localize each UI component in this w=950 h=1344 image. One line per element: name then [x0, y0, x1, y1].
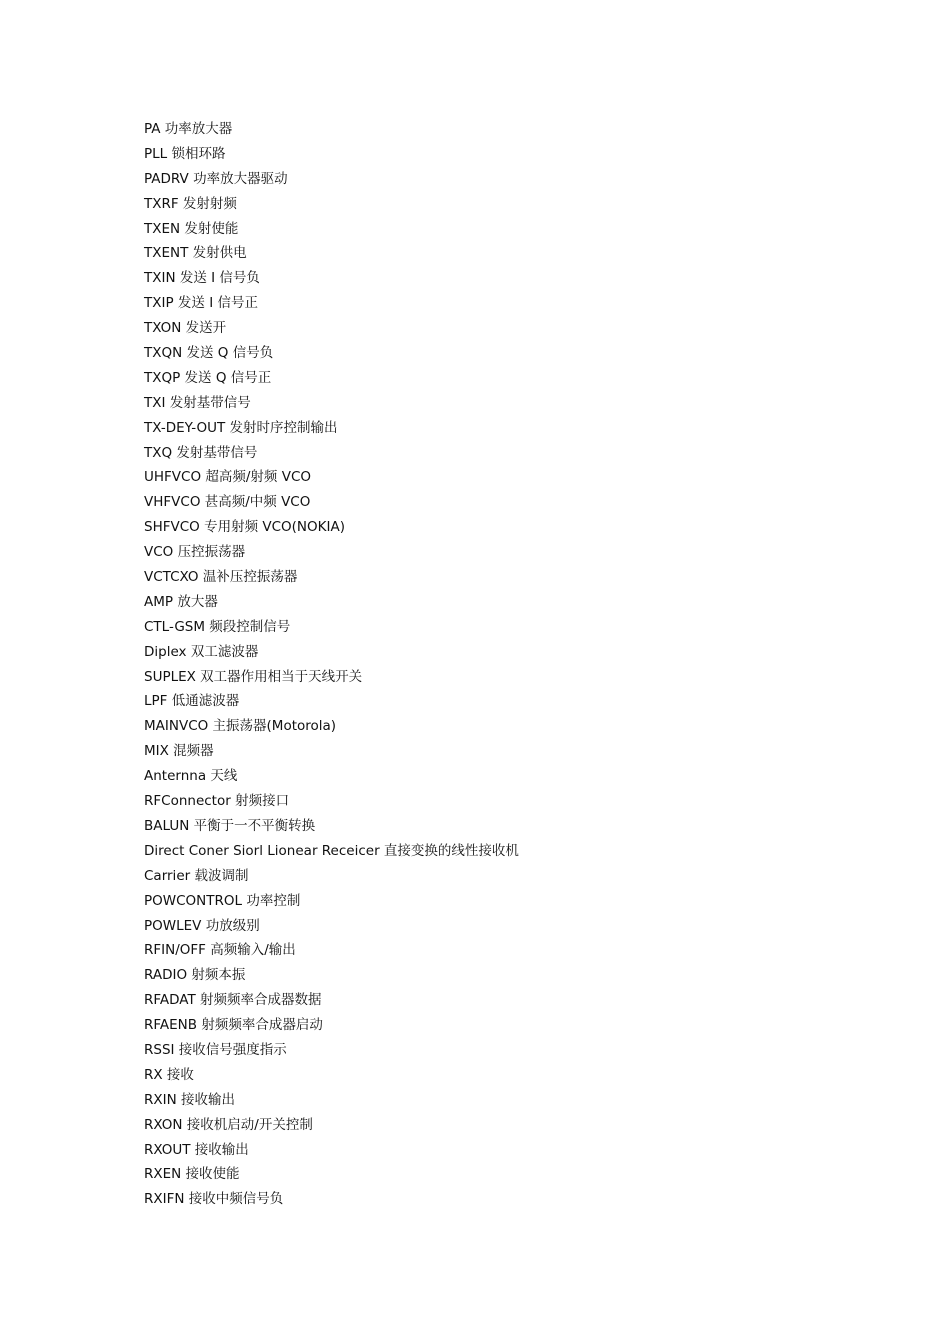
glossary-item: TXEN 发射使能 [144, 220, 239, 237]
glossary-item: RADIO 射频本振 [144, 967, 246, 984]
glossary-item: Diplex 双工滤波器 [144, 643, 259, 660]
glossary-item: TXI 发射基带信号 [144, 394, 251, 411]
glossary-item: RFIN/OFF 高频输入/输出 [144, 942, 296, 959]
glossary-item: TXRF 发射射频 [144, 195, 237, 212]
glossary-item: VCTCXO 温补压控振荡器 [144, 569, 298, 586]
glossary-item: BALUN 平衡于一不平衡转换 [144, 817, 316, 834]
glossary-item: SUPLEX 双工器作用相当于天线开关 [144, 668, 363, 685]
glossary-item: RFADAT 射频频率合成器数据 [144, 992, 322, 1009]
glossary-item: RSSI 接收信号强度指示 [144, 1041, 287, 1058]
glossary-item: RXOUT 接收输出 [144, 1141, 249, 1158]
glossary-item: PA 功率放大器 [144, 121, 233, 137]
glossary-item: TXQN 发送 Q 信号负 [144, 345, 274, 362]
glossary-item: POWCONTROL 功率控制 [144, 892, 301, 909]
glossary-list [144, 119, 519, 1214]
glossary-item: VCO 压控振荡器 [144, 544, 246, 561]
glossary-item: TXQP 发送 Q 信号正 [144, 369, 272, 386]
glossary-item: UHFVCO 超高频/射频 VCO [144, 469, 312, 486]
glossary-item: POWLEV 功放级别 [144, 917, 260, 934]
glossary-item: AMP 放大器 [144, 593, 218, 610]
glossary-item: RXIN 接收输出 [144, 1091, 235, 1108]
glossary-item: TXIP 发送 I 信号正 [144, 295, 258, 312]
glossary-item: VHFVCO 甚高频/中频 VCO [144, 494, 311, 511]
glossary-item: RX 接收 [144, 1066, 194, 1083]
glossary-item: LPF 低通滤波器 [144, 693, 240, 710]
glossary-item: TXENT 发射供电 [144, 245, 247, 262]
glossary-item: Anternna 天线 [144, 768, 238, 785]
glossary-item: PLL 锁相环路 [144, 145, 226, 162]
glossary-item: PADRV 功率放大器驱动 [144, 170, 288, 187]
glossary-item: RFConnector 射频接口 [144, 793, 290, 810]
glossary-item: RXEN 接收使能 [144, 1166, 240, 1183]
glossary-item: MAINVCO 主振荡器(Motorola) [144, 718, 337, 735]
glossary-item: Direct Coner Siorl Lionear Receicer 直接变换的线性接收机 [144, 842, 519, 859]
glossary-item: MIX 混频器 [144, 743, 214, 760]
glossary-item: CTL-GSM 频段控制信号 [144, 618, 291, 635]
glossary-item: RXIFN 接收中频信号负 [144, 1191, 284, 1208]
glossary-item: RFAENB 射频频率合成器启动 [144, 1017, 323, 1034]
glossary-item: TXON 发送开 [144, 320, 227, 337]
glossary-item: Carrier 载波调制 [144, 867, 249, 884]
glossary-item: TXQ 发射基带信号 [144, 444, 258, 461]
glossary-item: RXON 接收机启动/开关控制 [144, 1116, 313, 1133]
glossary-item: TX-DEY-OUT 发射时序控制输出 [144, 419, 338, 436]
glossary-item: TXIN 发送 I 信号负 [144, 270, 260, 287]
glossary-item: SHFVCO 专用射频 VCO(NOKIA) [144, 519, 345, 536]
